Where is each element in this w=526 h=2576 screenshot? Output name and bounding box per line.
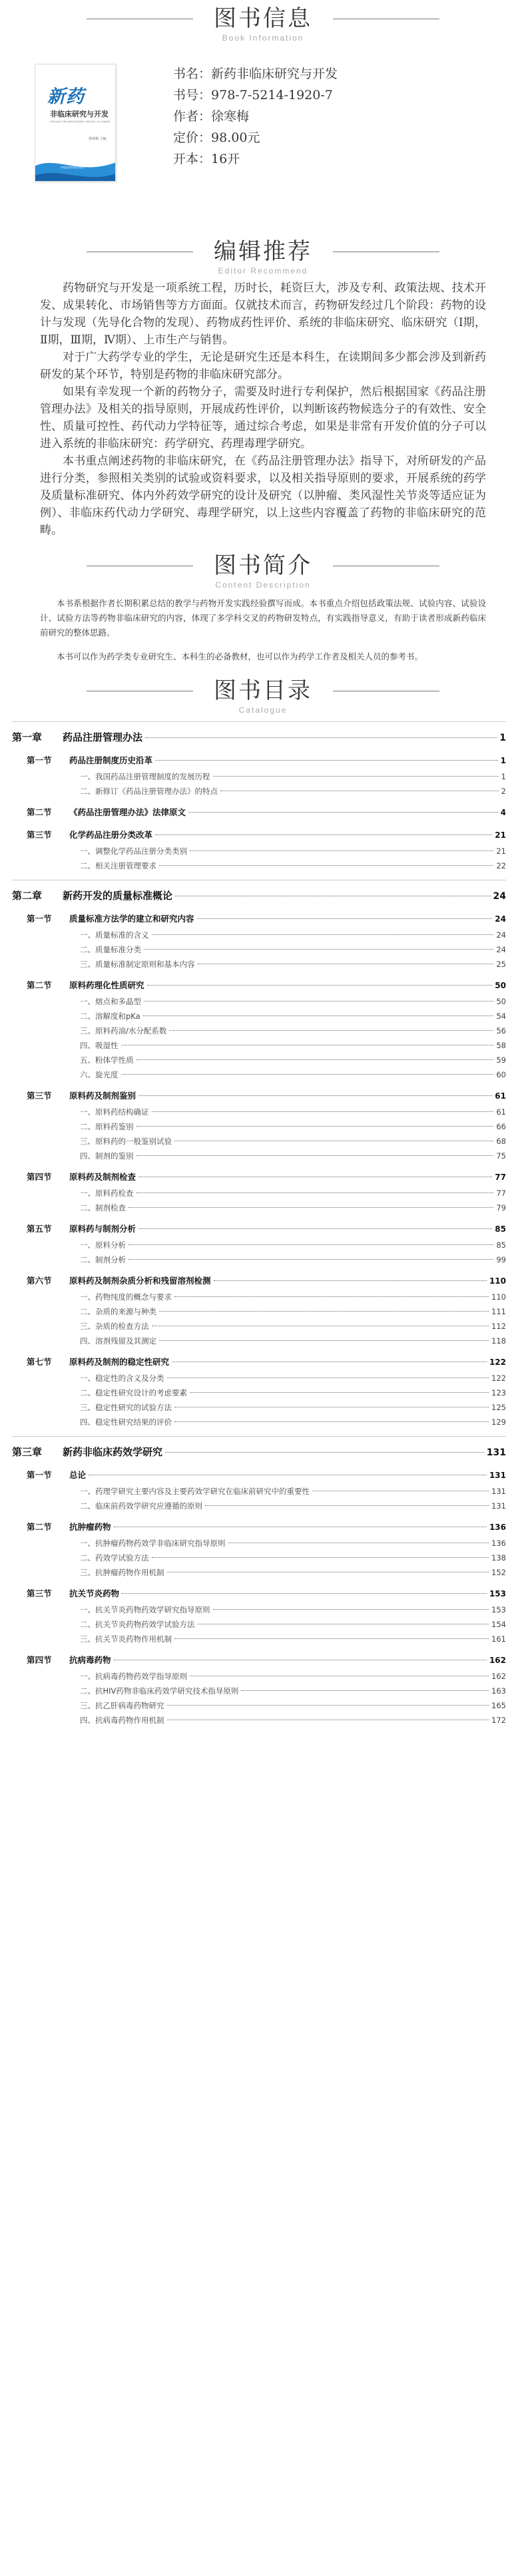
item-page: 58 — [496, 1041, 506, 1050]
leader-dots — [159, 1340, 489, 1341]
toc-item[interactable] — [12, 994, 506, 1009]
section-page: 122 — [489, 1358, 506, 1367]
item-page: 54 — [496, 1012, 506, 1021]
leader-dots — [167, 1705, 489, 1706]
editor-recommend-section — [0, 226, 526, 539]
item-title: 一、原料分析 — [80, 1240, 126, 1250]
toc-section — [0, 673, 526, 1728]
leader-dots — [129, 1259, 493, 1260]
item-page: 131 — [491, 1501, 506, 1511]
leader-dots — [174, 1296, 489, 1297]
section-number: 第二节 — [27, 1522, 52, 1532]
toc-section[interactable] — [12, 1354, 506, 1371]
editor-recommend-title: 编辑推荐 — [214, 238, 312, 265]
leader-dots — [174, 1421, 489, 1422]
item-title: 一、原料药检查 — [80, 1189, 134, 1198]
field-value: 新药非临床研究与开发 — [211, 67, 338, 81]
toc-section[interactable] — [12, 1272, 506, 1290]
item-page: 162 — [491, 1672, 506, 1681]
section-page: 24 — [495, 914, 506, 924]
item-page: 56 — [496, 1026, 506, 1035]
intro-section — [0, 539, 526, 664]
leader-dots — [136, 1126, 494, 1127]
toc-item[interactable] — [12, 1067, 506, 1082]
item-title: 一、药理学研究主要内容及主要药效学研究在临床前研究中的重要性 — [80, 1487, 310, 1496]
toc-section[interactable] — [12, 1519, 506, 1536]
section-page: 110 — [489, 1276, 506, 1286]
item-title: 二、抗关节炎药物药效学试验方法 — [80, 1620, 195, 1629]
section-number: 第二节 — [27, 807, 52, 817]
section-page: 153 — [489, 1589, 506, 1598]
toc-item[interactable] — [12, 1499, 506, 1513]
leader-dots — [144, 949, 493, 950]
leader-dots — [147, 985, 493, 986]
item-page: 129 — [491, 1417, 506, 1427]
item-title: 二、临床前药效学研究应遵循的原则 — [80, 1501, 202, 1511]
intro-subtitle: Content Description — [215, 580, 311, 590]
spacer — [12, 1437, 506, 1442]
paragraph: 如果有幸发现一个新的药物分子，需要及时进行专利保护，然后根据国家《药品注册管理办法》及相关的指导原则，开展成药性评价，以判断该药物候选分子的有效性、安全性、质量可控性、药代动力学特征等，通过综合考虑，如果是非常有开发价值的分子可以进入系统的非临床研究：药学研究、药理毒理学研究。 — [40, 385, 486, 451]
item-title: 五、粉体学性质 — [80, 1055, 134, 1065]
spacer — [12, 880, 506, 886]
item-page: 24 — [496, 930, 506, 940]
item-page: 50 — [496, 997, 506, 1006]
item-page: 122 — [491, 1374, 506, 1383]
item-title: 一、稳定性的含义及分类 — [80, 1374, 164, 1383]
toc-section[interactable] — [12, 1169, 506, 1186]
section-page: 85 — [495, 1224, 506, 1234]
item-page: 77 — [496, 1189, 506, 1198]
section-number: 第三节 — [27, 1091, 52, 1101]
section-page: 61 — [495, 1091, 506, 1101]
leader-dots — [121, 1074, 494, 1075]
cover-publisher: 中国医药科技出版社 — [61, 166, 85, 169]
item-title: 二、溶解度和pKa — [80, 1012, 140, 1021]
toc-item[interactable] — [12, 1053, 506, 1067]
item-page: 118 — [491, 1336, 506, 1346]
section-number: 第七节 — [27, 1357, 52, 1367]
field-value: 98.00元 — [211, 130, 260, 145]
toc-item[interactable] — [12, 844, 506, 858]
item-page: 112 — [491, 1322, 506, 1331]
section-title: 抗病毒药物 — [69, 1655, 111, 1665]
item-page: 66 — [496, 1122, 506, 1131]
toc-list — [12, 721, 506, 1728]
chapter-title: 新药非临床药效学研究 — [63, 1446, 163, 1458]
item-title: 一、调整化学药品注册分类类别 — [80, 846, 187, 856]
leader-dots — [188, 812, 498, 813]
item-page: 60 — [496, 1070, 506, 1079]
toc-section[interactable] — [12, 1652, 506, 1669]
item-page: 25 — [496, 960, 506, 969]
item-title: 二、药效学试验方法 — [80, 1553, 149, 1563]
item-title: 一、质量标准的含义 — [80, 930, 149, 940]
item-title: 二、制剂分析 — [80, 1255, 126, 1264]
toc-item[interactable] — [12, 1669, 506, 1684]
section-number: 第三节 — [27, 830, 52, 840]
item-page: 125 — [491, 1403, 506, 1412]
toc-item[interactable] — [12, 1023, 506, 1038]
item-page: 61 — [496, 1107, 506, 1117]
section-page: 4 — [500, 808, 506, 817]
toc-item[interactable] — [12, 1617, 506, 1632]
item-page: 131 — [491, 1487, 506, 1496]
section-title: 抗肿瘤药物 — [69, 1522, 111, 1532]
item-page: 99 — [496, 1255, 506, 1264]
toc-item[interactable] — [12, 1105, 506, 1119]
section-number: 第一节 — [27, 914, 52, 924]
section-number: 第四节 — [27, 1172, 52, 1182]
item-title: 二、新修订《药品注册管理办法》的特点 — [80, 787, 218, 796]
item-title: 一、药物纯度的概念与要求 — [80, 1292, 172, 1302]
leader-dots — [152, 934, 494, 935]
book-info-title: 图书信息 — [214, 5, 312, 32]
paragraph: 对于广大药学专业的学生，无论是研究生还是本科生，在读期间多少都会涉及到新药研发的某个环节，特别是药物的非临床研究部分。 — [40, 351, 486, 381]
chapter-title: 药品注册管理办法 — [63, 731, 143, 743]
leader-dots — [241, 1690, 489, 1691]
toc-section[interactable] — [12, 827, 506, 844]
toc-item[interactable] — [12, 1565, 506, 1580]
item-page: 111 — [491, 1307, 506, 1316]
item-page: 123 — [491, 1388, 506, 1397]
toc-section[interactable] — [12, 1467, 506, 1484]
field-label: 定价： — [173, 130, 212, 145]
item-page: 165 — [491, 1701, 506, 1710]
item-title: 二、制剂检查 — [80, 1203, 126, 1212]
toc-item[interactable] — [12, 1290, 506, 1304]
toc-section[interactable] — [12, 804, 506, 821]
chapter-number: 第三章 — [12, 1446, 43, 1458]
leader-dots — [213, 776, 499, 777]
leader-dots — [138, 1228, 492, 1229]
toc-item[interactable] — [12, 957, 506, 972]
intro-title: 图书简介 — [214, 552, 312, 579]
book-info-header — [0, 0, 526, 43]
toc-item[interactable] — [12, 1536, 506, 1551]
leader-dots — [144, 1001, 493, 1002]
toc-item[interactable] — [12, 1371, 506, 1385]
section-title: 原料药与制剂分析 — [69, 1224, 136, 1234]
item-title: 三、抗乙肝病毒药物研究 — [80, 1701, 164, 1710]
toc-item[interactable] — [12, 942, 506, 957]
toc-section[interactable] — [12, 977, 506, 994]
item-page: 21 — [496, 846, 506, 856]
toc-item[interactable] — [12, 1119, 506, 1134]
section-title: 原料药理化性质研究 — [69, 980, 144, 990]
section-title: 原料药及制剂的稳定性研究 — [69, 1357, 170, 1367]
leader-dots — [138, 1095, 492, 1096]
field-title — [173, 63, 338, 85]
toc-item[interactable] — [12, 784, 506, 799]
toc-item[interactable] — [12, 1252, 506, 1267]
toc-item[interactable] — [12, 1602, 506, 1617]
leader-dots — [136, 1155, 494, 1156]
section-number: 第二节 — [27, 980, 52, 990]
field-value: 徐寒梅 — [211, 109, 250, 124]
editor-recommend-header — [0, 226, 526, 279]
item-title: 三、原料药油/水分配系数 — [80, 1026, 167, 1035]
section-title: 药品注册制度历史沿革 — [69, 755, 153, 765]
leader-dots — [159, 865, 493, 866]
section-title: 化学药品注册分类改革 — [69, 830, 153, 840]
leader-dots — [174, 1638, 489, 1639]
item-title: 三、原料药的一般鉴别试验 — [80, 1137, 172, 1146]
section-page: 162 — [489, 1656, 506, 1665]
item-title: 一、熔点和多晶型 — [80, 997, 141, 1006]
item-page: 85 — [496, 1240, 506, 1250]
leader-dots — [214, 1280, 487, 1281]
section-title: 抗关节炎药物 — [69, 1588, 120, 1598]
leader-dots — [136, 1059, 494, 1060]
section-title: 原料药及制剂杂质分析和残留溶剂检测 — [69, 1276, 211, 1286]
item-title: 二、相关注册管理要求 — [80, 861, 156, 870]
editor-recommend-body — [40, 279, 486, 539]
paragraph: 药物研究与开发是一项系统工程，历时长，耗资巨大，涉及专利、政策法规、技术开发、成果转化、市场销售等方方面面。仅就技术而言，药物研发经过几个阶段：药物的设计与发现（先导化合物的发现）、药物成药性评价、系统的非临床研究、临床研究（Ⅰ期，Ⅱ期，Ⅲ期，Ⅳ期）、上市生产与销售。 — [40, 281, 486, 347]
item-page: 110 — [491, 1292, 506, 1302]
chapter-title: 新药开发的质量标准概论 — [63, 890, 173, 902]
toc-item[interactable] — [12, 1200, 506, 1215]
field-price — [173, 127, 338, 148]
leader-dots — [205, 1505, 489, 1506]
item-title: 四、制剂的鉴别 — [80, 1151, 134, 1161]
item-title: 四、溶剂残留及其测定 — [80, 1336, 156, 1346]
toc-item[interactable] — [12, 1134, 506, 1149]
item-title: 二、原料药鉴别 — [80, 1122, 134, 1131]
toc-section[interactable] — [12, 752, 506, 769]
section-page: 1 — [500, 756, 506, 765]
leader-dots — [122, 1593, 487, 1594]
cover-editor: 徐寒梅 主编 — [89, 137, 107, 141]
toc-item[interactable] — [12, 1334, 506, 1348]
item-page: 75 — [496, 1151, 506, 1161]
toc-section[interactable] — [12, 1087, 506, 1105]
section-page: 131 — [489, 1471, 506, 1480]
item-page: 59 — [496, 1055, 506, 1065]
toc-item[interactable] — [12, 1684, 506, 1698]
leader-dots — [155, 760, 498, 761]
item-page: 138 — [491, 1553, 506, 1563]
spacer — [12, 722, 506, 727]
item-page: 172 — [491, 1716, 506, 1725]
item-page: 68 — [496, 1137, 506, 1146]
leader-dots — [213, 1609, 489, 1610]
toc-item[interactable] — [12, 1304, 506, 1319]
toc-item[interactable] — [12, 1385, 506, 1400]
paragraph: 本书可以作为药学类专业研究生、本科生的必备教材，也可以作为药学工作者及相关人员的参考书。 — [57, 651, 423, 661]
item-title: 一、抗病毒药物药效学指导原则 — [80, 1672, 187, 1681]
item-title: 三、质量标准制定原则和基本内容 — [80, 960, 195, 969]
toc-item[interactable] — [12, 1319, 506, 1334]
item-title: 二、质量标准分类 — [80, 945, 141, 954]
toc-item[interactable] — [12, 928, 506, 942]
leader-dots — [165, 1452, 484, 1453]
field-format — [173, 148, 338, 170]
toc-title: 图书目录 — [214, 677, 312, 704]
toc-item[interactable] — [12, 1551, 506, 1565]
chapter-page: 1 — [499, 733, 506, 743]
item-page: 79 — [496, 1203, 506, 1212]
field-label: 作者： — [173, 109, 212, 124]
item-title: 二、稳定性研究设计的考虑要素 — [80, 1388, 187, 1397]
chapter-page: 24 — [493, 891, 506, 902]
item-title: 六、旋光度 — [80, 1070, 119, 1079]
book-cover-image — [35, 64, 116, 182]
section-number: 第五节 — [27, 1224, 52, 1234]
section-page: 50 — [495, 981, 506, 990]
leader-dots — [169, 1030, 493, 1031]
field-label: 书号： — [173, 88, 212, 102]
toc-chapter[interactable] — [12, 727, 506, 748]
leader-dots — [152, 1111, 494, 1112]
item-title: 三、抗肿瘤药物作用机制 — [80, 1568, 164, 1577]
item-title: 二、抗HIV药物非临床药效学研究技术指导原则 — [80, 1686, 239, 1696]
editor-recommend-subtitle: Editor Recommend — [218, 266, 308, 276]
section-number: 第一节 — [27, 1470, 52, 1480]
toc-subtitle: Catalogue — [238, 705, 288, 715]
item-title: 一、原料药结构确证 — [80, 1107, 149, 1117]
toc-item[interactable] — [12, 1632, 506, 1646]
section-page: 136 — [489, 1523, 506, 1532]
section-title: 质量标准方法学的建立和研究内容 — [69, 914, 194, 924]
toc-item[interactable] — [12, 1038, 506, 1053]
book-info-subtitle: Book Information — [222, 33, 304, 43]
leader-dots — [155, 834, 492, 835]
field-label: 开本： — [173, 152, 212, 166]
item-page: 22 — [496, 861, 506, 870]
item-title: 一、抗肿瘤药物药效学非临床研究指导原则 — [80, 1539, 226, 1548]
field-isbn — [173, 85, 338, 106]
section-number: 第一节 — [27, 755, 52, 765]
toc-chapter[interactable] — [12, 886, 506, 906]
toc-item[interactable] — [12, 1238, 506, 1252]
toc-header — [0, 673, 526, 721]
item-title: 三、杂质的检查方法 — [80, 1322, 149, 1331]
cover-title-small: 非临床研究与开发 — [50, 110, 109, 118]
section-title: 原料药及制剂检查 — [69, 1172, 136, 1182]
leader-dots — [190, 1392, 489, 1393]
toc-chapter[interactable] — [12, 1442, 506, 1463]
leader-dots — [197, 918, 493, 919]
item-page: 163 — [491, 1686, 506, 1696]
cover-pinyin: XINYAO FEILINCHUANG YANJIU YU KAIFA — [50, 120, 111, 123]
item-page: 24 — [496, 945, 506, 954]
item-page: 2 — [501, 787, 506, 796]
leader-dots — [129, 1244, 493, 1245]
item-page: 1 — [501, 772, 506, 781]
toc-item[interactable] — [12, 1698, 506, 1713]
toc-item[interactable] — [12, 1713, 506, 1728]
leader-dots — [159, 1311, 489, 1312]
leader-dots — [129, 1207, 493, 1208]
section-number: 第六节 — [27, 1276, 52, 1286]
toc-section[interactable] — [12, 910, 506, 928]
leader-dots — [190, 850, 493, 851]
toc-item[interactable] — [12, 858, 506, 873]
field-value: 16开 — [211, 152, 240, 166]
item-title: 三、稳定性研究的试验方法 — [80, 1403, 172, 1412]
item-page: 152 — [491, 1568, 506, 1577]
paragraph: 本书重点阐述药物的非临床研究，在《药品注册管理办法》指导下，对所研发的产品进行分类，参照相关类别的试验或资料要求，以及相关指导原则的要求，开展系统的药学及质量标准研究、体内外药效学研究的设计及研究（以肿瘤、类风湿性关节炎等适应证为例）、非临床药代动力学研究、毒理学研究，以上这些内容覆盖了药物的非临床研究的范畴。 — [40, 455, 486, 537]
toc-item[interactable] — [12, 1415, 506, 1429]
section-title: 《药品注册管理办法》法律原文 — [69, 807, 186, 817]
leader-dots — [145, 737, 497, 738]
toc-section[interactable] — [12, 1220, 506, 1238]
field-author — [173, 106, 338, 127]
toc-item[interactable] — [12, 1186, 506, 1200]
paragraph: 本书系根据作者长期积累总结的教学与药物开发实践经验撰写而成。本书重点介绍包括政策法规、试验内容、试验设计、试验方法等药物非临床研究的内容，体现了多学科交叉的药物研发特点，有实践指导意义，有助于读者形成新药临床前研究的整体思路。 — [40, 598, 486, 638]
section-number: 第三节 — [27, 1588, 52, 1598]
item-page: 153 — [491, 1605, 506, 1614]
toc-item[interactable] — [12, 1484, 506, 1499]
book-fields — [173, 63, 338, 170]
item-page: 161 — [491, 1634, 506, 1644]
item-title: 一、我国药品注册管理制度的发展历程 — [80, 772, 210, 781]
chapter-number: 第二章 — [12, 890, 43, 902]
section-page: 77 — [495, 1173, 506, 1182]
toc-section[interactable] — [12, 1585, 506, 1602]
field-value: 978-7-5214-1920-7 — [211, 88, 333, 102]
leader-dots — [143, 1015, 494, 1016]
item-title: 四、抗病毒药物作用机制 — [80, 1716, 164, 1725]
toc-item[interactable] — [12, 1009, 506, 1023]
item-page: 136 — [491, 1539, 506, 1548]
section-title: 总论 — [69, 1470, 87, 1480]
chapter-page: 131 — [486, 1447, 506, 1458]
leader-dots — [152, 1557, 489, 1558]
item-page: 154 — [491, 1620, 506, 1629]
section-number: 第四节 — [27, 1655, 52, 1665]
intro-body — [40, 596, 486, 664]
cover-wave-graphic — [35, 143, 116, 182]
item-title: 四、稳定性研究结果的评价 — [80, 1417, 172, 1427]
chapter-number: 第一章 — [12, 731, 43, 743]
toc-item[interactable] — [12, 769, 506, 784]
item-title: 二、杂质的来源与种类 — [80, 1307, 156, 1316]
book-info-section — [0, 0, 526, 226]
section-page: 21 — [495, 830, 506, 840]
intro-header — [0, 539, 526, 596]
cover-title-big: 新药 — [47, 87, 85, 107]
item-title: 四、吸湿性 — [80, 1041, 119, 1050]
item-title: 三、抗关节炎药物作用机制 — [80, 1634, 172, 1644]
section-title: 原料药及制剂鉴别 — [69, 1091, 136, 1101]
toc-item[interactable] — [12, 1400, 506, 1415]
toc-item[interactable] — [12, 1149, 506, 1163]
item-title: 一、抗关节炎药物药效学研究指导原则 — [80, 1605, 210, 1614]
field-label: 书名： — [173, 67, 212, 81]
